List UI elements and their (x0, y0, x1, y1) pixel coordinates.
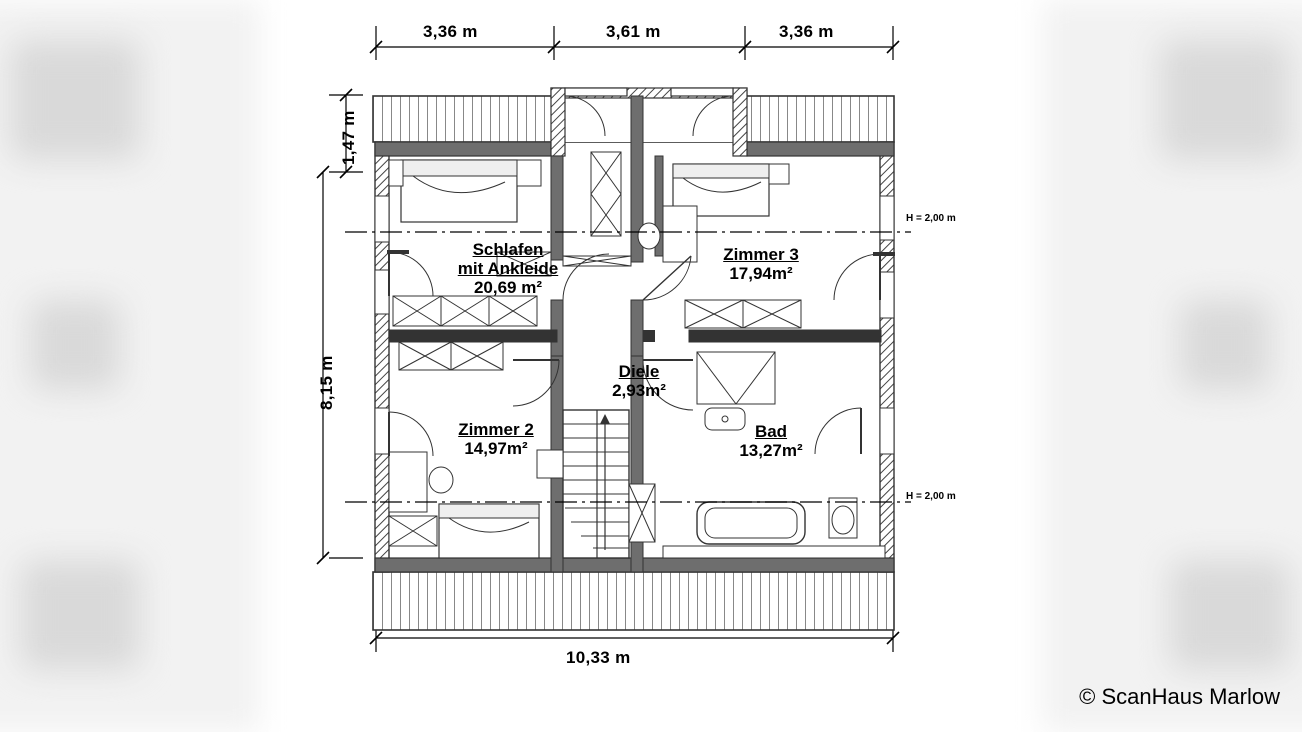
room-name-diele: Diele (618, 362, 660, 381)
dimension-bottom-total: 10,33 m (566, 648, 631, 667)
room-name-bad: Bad (754, 422, 788, 441)
dimension-top-1: 3,36 m (423, 22, 478, 41)
room-area-schlafen: 20,69 m² (473, 278, 543, 298)
room-label-bad (701, 422, 841, 460)
background-blob (1170, 560, 1290, 670)
room-label-diele (579, 362, 699, 400)
dimension-left-upper: 1,47 m (339, 110, 358, 165)
room-label-zimmer2 (411, 420, 581, 458)
room-name-zimmer2: Zimmer 2 (458, 420, 534, 439)
background-blob (1160, 40, 1290, 160)
plan-canvas (301, 0, 1001, 732)
dimension-left-total: 8,15 m (317, 355, 336, 410)
copyright-notice: © ScanHaus Marlow (1079, 684, 1280, 709)
background-blob (10, 40, 140, 160)
background-blob (20, 560, 140, 670)
height-marker-lower: H = 2,00 m (906, 491, 956, 502)
room-label-schlafen (413, 240, 603, 297)
room-name-zimmer3: Zimmer 3 (723, 245, 799, 264)
room-area-bad: 13,27m² (739, 441, 803, 461)
background-blob (1180, 300, 1270, 390)
room-name-schlafen-2: mit Ankleide (457, 259, 559, 279)
room-area-diele: 2,93m² (612, 381, 666, 401)
room-area-zimmer3: 17,94m² (729, 264, 793, 284)
background-blob (30, 300, 120, 390)
room-area-zimmer2: 14,97m² (464, 439, 528, 459)
height-marker-upper: H = 2,00 m (906, 213, 956, 224)
dimension-top-2: 3,61 m (606, 22, 661, 41)
room-label-zimmer3 (691, 245, 831, 283)
dimension-top-3: 3,36 m (779, 22, 834, 41)
room-name-schlafen: Schlafen (472, 240, 544, 259)
